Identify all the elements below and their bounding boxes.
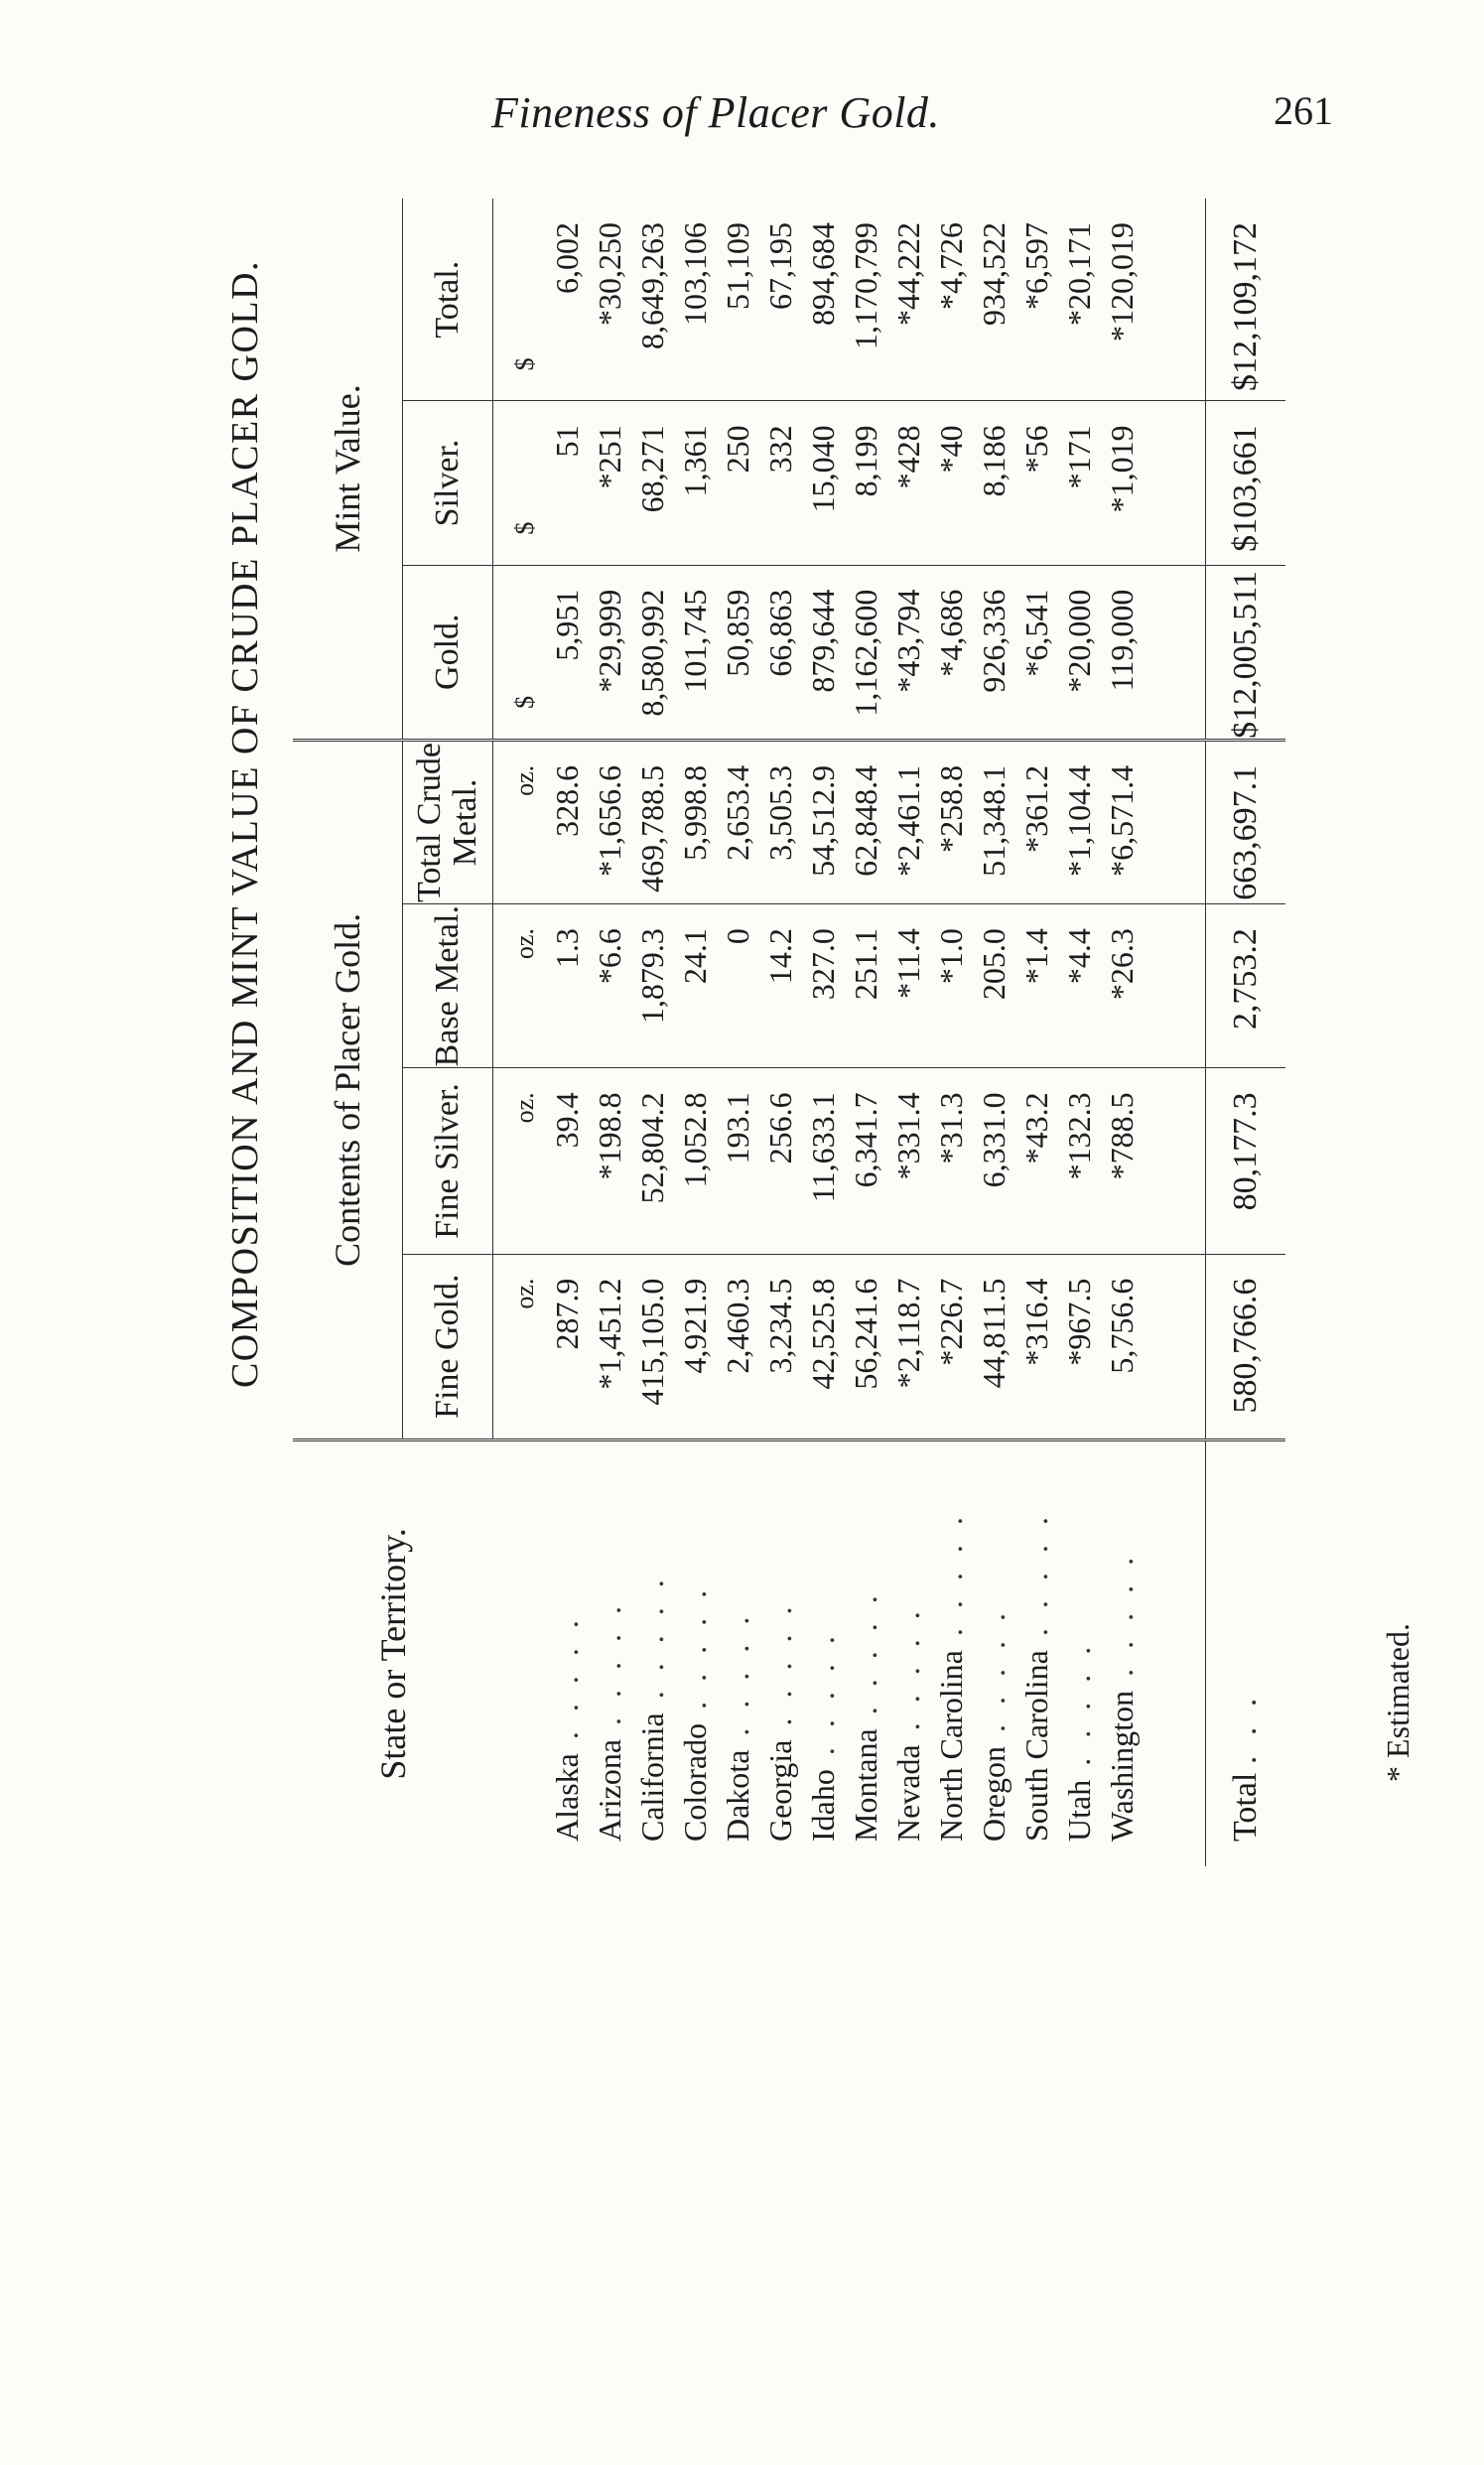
- leader-dots: . . . . .: [633, 1574, 670, 1713]
- gold-cell: *20,000: [1061, 589, 1097, 693]
- fine-silver-cell: *788.5: [1104, 1092, 1140, 1180]
- fine-silver-cell: 39.4: [549, 1092, 585, 1149]
- totals-label: Total . . .: [1206, 1439, 1286, 1866]
- table-body: [493, 199, 1206, 1866]
- state-name: Washington . . . . .: [1103, 1551, 1140, 1842]
- crude-cell: 51,348.1: [976, 764, 1012, 877]
- state-name: Montana . . . . .: [847, 1589, 883, 1842]
- gold-cell: *29,999: [592, 589, 627, 693]
- total-crude-column: oz. 328.6 *1,656.6 469,788.5 5,998.8 2,653.4 3,505.3 54,512.9 62,848.4 *2,461.1 *258.8 51,348.1 *361.2 *1,104.4 *6,571.4: [493, 740, 1206, 903]
- fine-gold-cell: *1,451.2: [592, 1278, 627, 1390]
- leader-dots: . . . . .: [719, 1610, 755, 1750]
- fine-gold-cell: 2,460.3: [720, 1278, 755, 1374]
- silver-cell: 1,361: [677, 425, 713, 497]
- leader-dots: . . . . .: [975, 1607, 1012, 1747]
- state-name: Colorado . . . . .: [676, 1583, 713, 1842]
- fine-gold-cell: 42,525.8: [805, 1278, 841, 1390]
- base-metal-cell: 1.3: [549, 928, 585, 969]
- state-name: Idaho . . . . .: [804, 1630, 841, 1842]
- crude-cell: 3,505.3: [762, 764, 798, 861]
- contents-group-header: Contents of Placer Gold.: [293, 740, 403, 1439]
- crude-cell: *1,656.6: [592, 764, 627, 877]
- col-header-total-crude: Total Crude Metal.: [403, 740, 493, 903]
- gold-cell: 50,859: [720, 589, 755, 677]
- crude-cell: 469,788.5: [634, 764, 670, 892]
- crude-cell: *1,104.4: [1061, 764, 1097, 877]
- total-cell: *120,019: [1104, 222, 1140, 342]
- silver-cell: *40: [933, 425, 969, 474]
- total-base-metal: 2,753.2: [1206, 904, 1286, 1068]
- silver-cell: *251: [592, 425, 627, 489]
- fine-silver-cell: 6,341.7: [848, 1092, 883, 1188]
- total-crude-metal: 663,697.1: [1206, 740, 1286, 903]
- total-cell: *20,171: [1061, 222, 1097, 326]
- silver-cell: 250: [720, 425, 755, 474]
- state-name: Dakota . . . . .: [719, 1610, 755, 1842]
- silver-value-column: $ 51 *251 68,271 1,361 250 332 15,040 8,199 *428 *40 8,186 *56 *171 *1,019: [493, 401, 1206, 565]
- state-name: California . . . . .: [633, 1574, 670, 1842]
- total-cell: 67,195: [762, 222, 798, 310]
- base-metal-cell: 0: [720, 928, 755, 945]
- crude-cell: 328.6: [549, 764, 585, 837]
- state-name: Nevada . . . . .: [889, 1605, 926, 1842]
- base-metal-cell: 327.0: [805, 928, 841, 1001]
- col-header-silver: Silver.: [403, 401, 493, 565]
- silver-cell: 51: [549, 425, 585, 458]
- leader-dots: . . . . .: [804, 1630, 841, 1770]
- fine-silver-cell: *132.3: [1061, 1092, 1097, 1180]
- total-cell: 8,649,263: [634, 222, 670, 349]
- state-column: [493, 1439, 1206, 1866]
- fine-gold-column: oz. 287.9 *1,451.2 415,105.0 4,921.9 2,460.3 3,234.5 42,525.8 56,241.6 *2,118.7 *226.7 44,811.5 *316.4 *967.5 5,756.6: [493, 1254, 1206, 1439]
- fine-silver-cell: *43.2: [1018, 1092, 1054, 1164]
- placer-gold-table: [293, 199, 1285, 1866]
- base-metal-cell: *4.4: [1061, 928, 1097, 985]
- gold-cell: 119,000: [1104, 589, 1140, 692]
- base-metal-cell: 1,879.3: [634, 928, 670, 1025]
- silver-cell: 8,199: [848, 425, 883, 497]
- leader-dots: . . . . .: [889, 1605, 926, 1745]
- total-silver-value: $103,661: [1206, 401, 1286, 565]
- leader-dots: . . . . .: [591, 1599, 627, 1739]
- gold-cell: 66,863: [762, 589, 798, 677]
- fine-silver-cell: 52,804.2: [634, 1092, 670, 1204]
- leader-dots: . . . . .: [761, 1600, 798, 1740]
- crude-cell: 62,848.4: [848, 764, 883, 877]
- silver-cell: 15,040: [805, 425, 841, 513]
- base-metal-cell: 205.0: [976, 928, 1012, 1001]
- footnote-estimated: * Estimated.: [1380, 1623, 1416, 1782]
- gold-cell: 926,336: [976, 589, 1012, 693]
- total-cell: 894,684: [805, 222, 841, 326]
- gold-cell: *43,794: [890, 589, 926, 693]
- fine-gold-cell: 3,234.5: [762, 1278, 798, 1374]
- fine-gold-cell: *226.7: [933, 1278, 969, 1366]
- col-header-base-metal: Base Metal.: [403, 904, 493, 1068]
- total-cell: 934,522: [976, 222, 1012, 326]
- silver-cell: *56: [1018, 425, 1054, 474]
- leader-dots: . . . . .: [1103, 1551, 1140, 1691]
- fine-gold-cell: 287.9: [549, 1278, 585, 1350]
- totals-row: [1206, 199, 1286, 1866]
- fine-silver-cell: *31.3: [933, 1092, 969, 1164]
- total-gold-value: $12,005,511: [1206, 565, 1286, 740]
- crude-cell: *2,461.1: [890, 764, 926, 877]
- fine-gold-cell: *967.5: [1061, 1278, 1097, 1366]
- state-name: Utah . . . . .: [1060, 1640, 1097, 1842]
- total-value-column: $ 6,002 *30,250 8,649,263 103,106 51,109 67,195 894,684 1,170,799 *44,222 *4,726 934,522 *6,597 *20,171 *120,019: [493, 199, 1206, 401]
- crude-cell: 5,998.8: [677, 764, 713, 861]
- state-name: Alaska . . . . .: [548, 1614, 585, 1842]
- leader-dots: . . . . .: [676, 1583, 713, 1723]
- base-metal-cell: 24.1: [677, 928, 713, 985]
- base-metal-cell: *26.3: [1104, 928, 1140, 1001]
- total-cell: *4,726: [933, 222, 969, 310]
- gold-cell: *6,541: [1018, 589, 1054, 677]
- state-name: South Carolina . . . . .: [1017, 1511, 1054, 1842]
- leader-dots: . . . . .: [932, 1511, 969, 1651]
- crude-cell: 2,653.4: [720, 764, 755, 861]
- col-header-total: Total.: [403, 199, 493, 401]
- leader-dots: . . . . .: [847, 1589, 883, 1729]
- total-cell: 51,109: [720, 222, 755, 310]
- page-number: 261: [1274, 88, 1333, 133]
- fine-gold-cell: *316.4: [1018, 1278, 1054, 1366]
- fine-silver-cell: *331.4: [890, 1092, 926, 1180]
- base-metal-cell: *11.4: [890, 928, 926, 999]
- fine-silver-cell: *198.8: [592, 1092, 627, 1180]
- crude-cell: *6,571.4: [1104, 764, 1140, 877]
- fine-silver-cell: 11,633.1: [805, 1092, 841, 1203]
- col-header-gold: Gold.: [403, 565, 493, 740]
- silver-cell: *428: [890, 425, 926, 489]
- col-header-fine-silver: Fine Silver.: [403, 1068, 493, 1254]
- silver-cell: 8,186: [976, 425, 1012, 497]
- gold-value-column: $ 5,951 *29,999 8,580,992 101,745 50,859 66,863 879,644 1,162,600 *43,794 *4,686 926,336 *6,541 *20,000 119,000: [493, 565, 1206, 740]
- total-cell: *30,250: [592, 222, 627, 326]
- silver-cell: 332: [762, 425, 798, 474]
- col-header-fine-gold: Fine Gold.: [403, 1254, 493, 1439]
- leader-dots: . . . . .: [1017, 1511, 1054, 1651]
- fine-gold-cell: 4,921.9: [677, 1278, 713, 1374]
- fine-silver-column: oz. 39.4 *198.8 52,804.2 1,052.8 193.1 256.6 11,633.1 6,341.7 *331.4 *31.3 6,331.0 *43.2 *132.3 *788.5: [493, 1068, 1206, 1254]
- crude-cell: 54,512.9: [805, 764, 841, 877]
- fine-gold-cell: 56,241.6: [848, 1278, 883, 1390]
- silver-cell: 68,271: [634, 425, 670, 513]
- base-metal-cell: *6.6: [592, 928, 627, 985]
- base-metal-column: oz. 1.3 *6.6 1,879.3 24.1 0 14.2 327.0 251.1 *11.4 *1.0 205.0 *1.4 *4.4 *26.3: [493, 904, 1206, 1068]
- total-cell: *44,222: [890, 222, 926, 326]
- gold-cell: 5,951: [549, 589, 585, 661]
- gold-cell: *4,686: [933, 589, 969, 677]
- base-metal-cell: *1.4: [1018, 928, 1054, 985]
- total-cell: *6,597: [1018, 222, 1054, 310]
- state-name: Oregon . . . . .: [975, 1607, 1012, 1842]
- gold-cell: 101,745: [677, 589, 713, 693]
- total-mint-value: $12,109,172: [1206, 199, 1286, 401]
- fine-silver-cell: 1,052.8: [677, 1092, 713, 1188]
- running-header-title: Fineness of Placer Gold.: [491, 88, 940, 137]
- leader-dots: . . . . .: [1060, 1640, 1097, 1780]
- total-cell: 1,170,799: [848, 222, 883, 349]
- state-name: Arizona . . . . .: [591, 1599, 627, 1842]
- table-caption: COMPOSITION AND MINT VALUE OF CRUDE PLACER GOLD.: [224, 259, 266, 1389]
- total-fine-gold: 580,766.6: [1206, 1254, 1286, 1439]
- fine-silver-cell: 256.6: [762, 1092, 798, 1164]
- base-metal-cell: 14.2: [762, 928, 798, 985]
- fine-gold-cell: 415,105.0: [634, 1278, 670, 1406]
- crude-cell: *258.8: [933, 764, 969, 853]
- silver-cell: *1,019: [1104, 425, 1140, 513]
- silver-cell: *171: [1061, 425, 1097, 489]
- state-name: Georgia . . . . .: [761, 1600, 798, 1842]
- fine-gold-cell: *2,118.7: [890, 1278, 926, 1389]
- rotated-table-block: [184, 0, 1325, 1866]
- state-group-header: State or Territory.: [372, 1528, 413, 1780]
- crude-cell: *361.2: [1018, 764, 1054, 853]
- leader-dots: . . . . .: [548, 1614, 585, 1754]
- total-fine-silver: 80,177.3: [1206, 1068, 1286, 1254]
- gold-cell: 1,162,600: [848, 589, 883, 717]
- fine-silver-cell: 193.1: [720, 1092, 755, 1164]
- base-metal-cell: 251.1: [848, 928, 883, 1001]
- total-cell: 6,002: [549, 222, 585, 294]
- mint-group-header: Mint Value.: [293, 199, 403, 740]
- fine-gold-cell: 44,811.5: [976, 1278, 1012, 1389]
- gold-cell: 8,580,992: [634, 589, 670, 717]
- fine-silver-cell: 6,331.0: [976, 1092, 1012, 1188]
- gold-cell: 879,644: [805, 589, 841, 693]
- state-name: North Carolina . . . . .: [932, 1511, 969, 1842]
- total-cell: 103,106: [677, 222, 713, 326]
- fine-gold-cell: 5,756.6: [1104, 1278, 1140, 1374]
- base-metal-cell: *1.0: [933, 928, 969, 985]
